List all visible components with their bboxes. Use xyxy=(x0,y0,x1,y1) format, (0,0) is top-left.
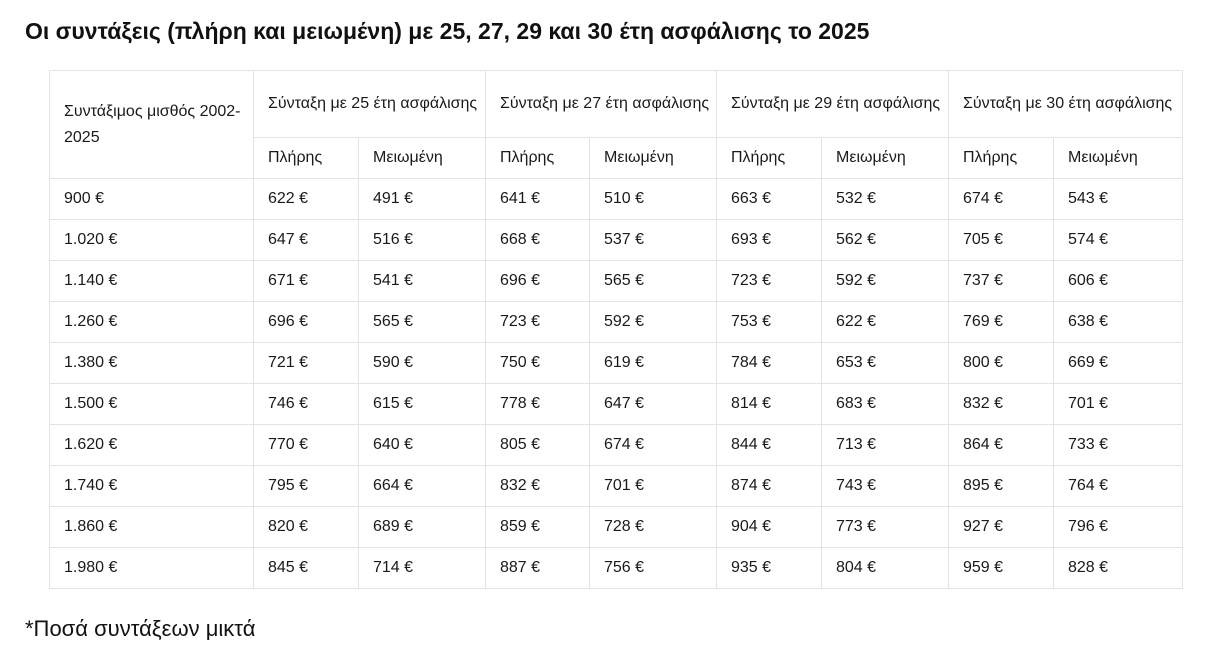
pension-amount-cell: 832 € xyxy=(486,466,590,507)
pension-amount-cell: 713 € xyxy=(822,425,949,466)
group-header-29-years: Σύνταξη με 29 έτη ασφάλισης xyxy=(717,71,949,138)
sub-header-reduced: Μειωμένη xyxy=(1054,138,1183,179)
pension-amount-cell: 640 € xyxy=(359,425,486,466)
pension-amount-cell: 653 € xyxy=(822,343,949,384)
pension-amount-cell: 663 € xyxy=(717,179,822,220)
pension-amount-cell: 615 € xyxy=(359,384,486,425)
table-row xyxy=(50,302,1183,343)
pension-amount-cell: 674 € xyxy=(590,425,717,466)
pension-amount-cell: 750 € xyxy=(486,343,590,384)
pension-amount-cell: 805 € xyxy=(486,425,590,466)
pension-amount-cell: 721 € xyxy=(254,343,359,384)
sub-header-reduced: Μειωμένη xyxy=(590,138,717,179)
table-header xyxy=(50,71,1183,179)
pension-amount-cell: 769 € xyxy=(949,302,1054,343)
sub-header-reduced: Μειωμένη xyxy=(822,138,949,179)
pension-amount-cell: 845 € xyxy=(254,548,359,589)
pension-amount-cell: 795 € xyxy=(254,466,359,507)
pension-amount-cell: 647 € xyxy=(590,384,717,425)
table-row xyxy=(50,343,1183,384)
pension-amount-cell: 705 € xyxy=(949,220,1054,261)
pension-amount-cell: 562 € xyxy=(822,220,949,261)
salary-cell: 1.620 € xyxy=(50,425,254,466)
pension-amount-cell: 619 € xyxy=(590,343,717,384)
pension-amount-cell: 693 € xyxy=(717,220,822,261)
table-row xyxy=(50,179,1183,220)
table-row xyxy=(50,384,1183,425)
pension-amount-cell: 859 € xyxy=(486,507,590,548)
pension-amount-cell: 935 € xyxy=(717,548,822,589)
group-header-27-years: Σύνταξη με 27 έτη ασφάλισης xyxy=(486,71,717,138)
pension-amount-cell: 784 € xyxy=(717,343,822,384)
sub-header-full: Πλήρης xyxy=(949,138,1054,179)
pension-amount-cell: 753 € xyxy=(717,302,822,343)
first-column-header: Συντάξιμος μισθός 2002-2025 xyxy=(50,71,254,179)
pension-amount-cell: 622 € xyxy=(822,302,949,343)
pension-amount-cell: 701 € xyxy=(590,466,717,507)
pension-amount-cell: 800 € xyxy=(949,343,1054,384)
pension-amount-cell: 743 € xyxy=(822,466,949,507)
pension-amount-cell: 804 € xyxy=(822,548,949,589)
salary-cell: 1.500 € xyxy=(50,384,254,425)
pension-amount-cell: 927 € xyxy=(949,507,1054,548)
pension-amount-cell: 590 € xyxy=(359,343,486,384)
pension-amount-cell: 832 € xyxy=(949,384,1054,425)
pension-table xyxy=(49,70,1183,589)
pension-amount-cell: 491 € xyxy=(359,179,486,220)
salary-cell: 1.020 € xyxy=(50,220,254,261)
pension-amount-cell: 874 € xyxy=(717,466,822,507)
pension-amount-cell: 606 € xyxy=(1054,261,1183,302)
salary-cell: 1.980 € xyxy=(50,548,254,589)
pension-amount-cell: 778 € xyxy=(486,384,590,425)
pension-amount-cell: 541 € xyxy=(359,261,486,302)
pension-amount-cell: 592 € xyxy=(590,302,717,343)
table-row xyxy=(50,261,1183,302)
group-header-row xyxy=(50,71,1183,138)
page-title: Οι συντάξεις (πλήρη και μειωμένη) με 25, 27, 29 και 30 έτη ασφάλισης το 2025 xyxy=(25,18,870,44)
pension-amount-cell: 565 € xyxy=(359,302,486,343)
pension-amount-cell: 696 € xyxy=(254,302,359,343)
salary-cell: 1.380 € xyxy=(50,343,254,384)
pension-amount-cell: 516 € xyxy=(359,220,486,261)
pension-amount-cell: 895 € xyxy=(949,466,1054,507)
table-row xyxy=(50,466,1183,507)
table-row xyxy=(50,220,1183,261)
pension-amount-cell: 756 € xyxy=(590,548,717,589)
pension-amount-cell: 674 € xyxy=(949,179,1054,220)
footnote: *Ποσά συντάξεων μικτά xyxy=(25,616,256,641)
pension-amount-cell: 574 € xyxy=(1054,220,1183,261)
table-body xyxy=(50,179,1183,589)
pension-amount-cell: 770 € xyxy=(254,425,359,466)
pension-amount-cell: 592 € xyxy=(822,261,949,302)
pension-amount-cell: 532 € xyxy=(822,179,949,220)
pension-amount-cell: 638 € xyxy=(1054,302,1183,343)
group-header-30-years: Σύνταξη με 30 έτη ασφάλισης xyxy=(949,71,1183,138)
sub-header-full: Πλήρης xyxy=(717,138,822,179)
pension-amount-cell: 959 € xyxy=(949,548,1054,589)
pension-amount-cell: 622 € xyxy=(254,179,359,220)
pension-amount-cell: 764 € xyxy=(1054,466,1183,507)
salary-cell: 1.860 € xyxy=(50,507,254,548)
pension-amount-cell: 696 € xyxy=(486,261,590,302)
pension-amount-cell: 641 € xyxy=(486,179,590,220)
pension-amount-cell: 537 € xyxy=(590,220,717,261)
pension-amount-cell: 565 € xyxy=(590,261,717,302)
pension-amount-cell: 701 € xyxy=(1054,384,1183,425)
pension-amount-cell: 773 € xyxy=(822,507,949,548)
pension-amount-cell: 904 € xyxy=(717,507,822,548)
pension-amount-cell: 669 € xyxy=(1054,343,1183,384)
pension-amount-cell: 683 € xyxy=(822,384,949,425)
sub-header-reduced: Μειωμένη xyxy=(359,138,486,179)
pension-amount-cell: 737 € xyxy=(949,261,1054,302)
table-row xyxy=(50,425,1183,466)
salary-cell: 1.260 € xyxy=(50,302,254,343)
pension-amount-cell: 796 € xyxy=(1054,507,1183,548)
pension-amount-cell: 814 € xyxy=(717,384,822,425)
pension-amount-cell: 728 € xyxy=(590,507,717,548)
pension-amount-cell: 647 € xyxy=(254,220,359,261)
table-row xyxy=(50,507,1183,548)
salary-cell: 1.140 € xyxy=(50,261,254,302)
pension-amount-cell: 671 € xyxy=(254,261,359,302)
pension-amount-cell: 723 € xyxy=(717,261,822,302)
table-row xyxy=(50,548,1183,589)
pension-amount-cell: 714 € xyxy=(359,548,486,589)
pension-amount-cell: 864 € xyxy=(949,425,1054,466)
salary-cell: 1.740 € xyxy=(50,466,254,507)
sub-header-full: Πλήρης xyxy=(254,138,359,179)
pension-amount-cell: 664 € xyxy=(359,466,486,507)
pension-amount-cell: 510 € xyxy=(590,179,717,220)
salary-cell: 900 € xyxy=(50,179,254,220)
pension-amount-cell: 746 € xyxy=(254,384,359,425)
pension-amount-cell: 668 € xyxy=(486,220,590,261)
pension-amount-cell: 887 € xyxy=(486,548,590,589)
pension-amount-cell: 733 € xyxy=(1054,425,1183,466)
group-header-25-years: Σύνταξη με 25 έτη ασφάλισης xyxy=(254,71,486,138)
pension-amount-cell: 828 € xyxy=(1054,548,1183,589)
pension-amount-cell: 820 € xyxy=(254,507,359,548)
pension-amount-cell: 844 € xyxy=(717,425,822,466)
pension-amount-cell: 689 € xyxy=(359,507,486,548)
pension-amount-cell: 723 € xyxy=(486,302,590,343)
sub-header-full: Πλήρης xyxy=(486,138,590,179)
pension-amount-cell: 543 € xyxy=(1054,179,1183,220)
